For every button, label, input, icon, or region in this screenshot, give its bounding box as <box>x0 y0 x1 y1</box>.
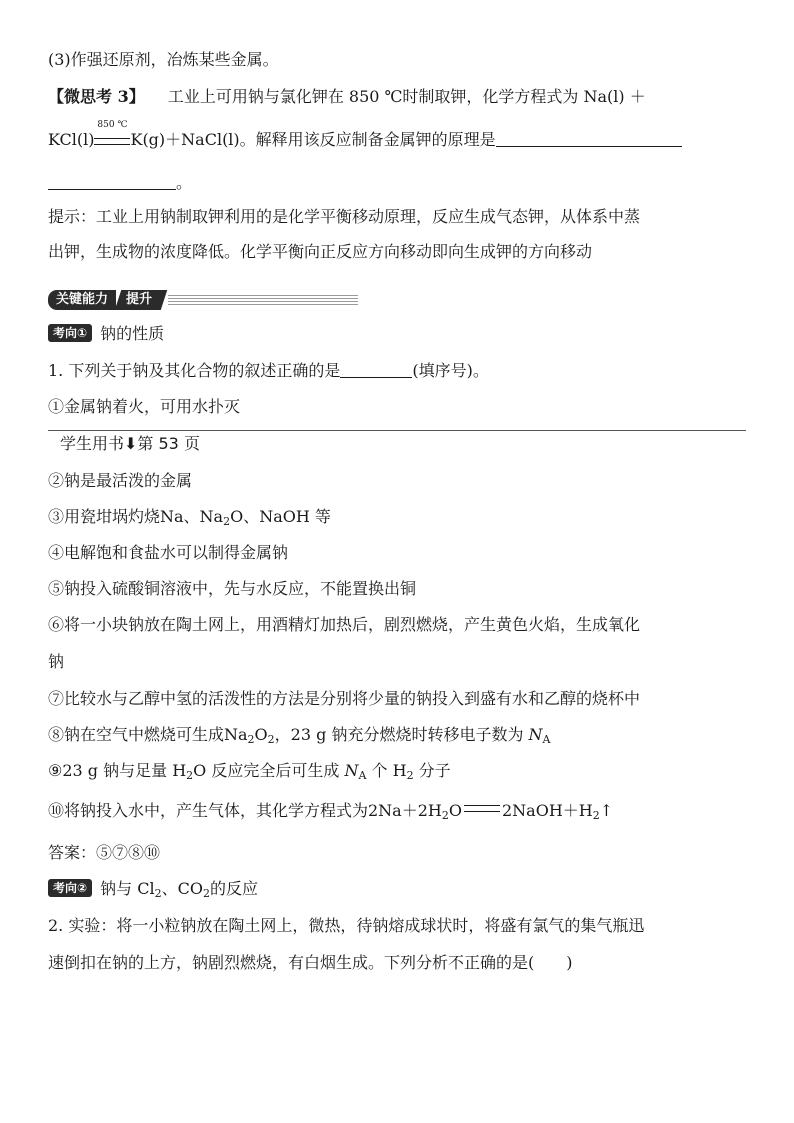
micro-think-text: 工业上可用钠与氯化钾在 850 ℃时制取钾，化学方程式为 Na(l) ＋ <box>167 87 646 106</box>
q1-option-8: ⑧钠在空气中燃烧可生成$Na_2O_2$，23 g 钠充分燃烧时转移电子数为 $N_A$ <box>48 725 551 746</box>
line-reducing-agent: (3)作强还原剂，冶炼某些金属。 <box>48 50 279 69</box>
section2-tag: 考向② <box>48 879 92 897</box>
equation-line <box>48 120 682 151</box>
explain-prompt: 。解释用该反应制备金属钾的原理是 <box>239 130 496 149</box>
q1-option-6-line1: ⑥将一小块钠放在陶土网上，用酒精灯加热后，剧烈燃烧，产生黄色火焰，生成氧化 <box>48 615 641 634</box>
q1-answer-blank[interactable] <box>340 361 412 378</box>
reaction-condition <box>94 120 130 145</box>
banner-stripes <box>168 295 358 305</box>
condition-label: 850 ℃ <box>97 120 128 130</box>
micro-think-heading: 【微思考 3】 <box>48 87 145 106</box>
q1-option-7: ⑦比较水与乙醇中氢的活泼性的方法是分别将少量的钠投入到盛有水和乙醇的烧杯中 <box>48 689 641 708</box>
q1-stem: 1. 下列关于钠及其化合物的叙述正确的是 (填序号)。 <box>48 361 489 380</box>
equals-sign <box>464 805 500 812</box>
micro-think-line <box>48 86 646 108</box>
banner-right: 提升 <box>115 290 168 310</box>
answer-blank-2[interactable] <box>48 173 176 190</box>
key-ability-banner <box>48 290 358 310</box>
answer-blank-1[interactable] <box>496 130 682 147</box>
products-text: K(g)＋NaCl(l) <box>130 130 240 149</box>
hint-line-2: 出钾，生成物的浓度降低。化学平衡向正反应方向移动即向生成钾的方向移动 <box>48 242 593 261</box>
q1-option-6-line2: 钠 <box>48 652 65 671</box>
banner-left: 关键能力 <box>48 290 116 310</box>
q2-line-1: 2. 实验：将一小粒钠放在陶土网上，微热，待钠熔成球状时，将盛有氯气的集气瓶迅 <box>48 916 645 935</box>
page-divider <box>48 430 746 431</box>
section1-tag: 考向① <box>48 324 92 342</box>
section1-title: 钠的性质 <box>100 324 165 343</box>
q1-option-1: ①金属钠着火，可用水扑灭 <box>48 397 241 416</box>
section2-heading: 考向② 钠与 $Cl_2$、$CO_2$的反应 <box>48 878 258 900</box>
q1-option-2: ②钠是最活泼的金属 <box>48 471 193 490</box>
kcl-text: KCl(l) <box>48 130 95 149</box>
q1-option-9: ⑨23 g 钠与足量 $H_2O$ 反应完全后可生成 $N_A$ 个 $H_2$ 分子 <box>48 761 451 782</box>
q1-option-5: ⑤钠投入硫酸铜溶液中，先与水反应，不能置换出铜 <box>48 579 417 598</box>
hint-line-1: 提示：工业上用钠制取钾利用的是化学平衡移动原理，反应生成气态钾，从体系中蒸 <box>48 207 641 226</box>
page-reference: 学生用书⬇第 53 页 <box>60 434 200 453</box>
q1-option-10: ⑩将钠投入水中，产生气体，其化学方程式为$2Na+2H_2O$ $2NaOH+H_2↑$ <box>48 801 614 822</box>
section1-heading <box>48 323 164 345</box>
q2-line-2: 速倒扣在钠的上方，钠剧烈燃烧，有白烟生成。下列分析不正确的是( ) <box>48 953 573 972</box>
period: 。 <box>176 173 193 192</box>
q1-answer: 答案：⑤⑦⑧⑩ <box>48 843 161 862</box>
q1-option-3: ③用瓷坩埚灼烧Na、$Na_2O$、NaOH 等 <box>48 507 331 528</box>
blank-continuation-line <box>48 172 192 194</box>
q1-option-4: ④电解饱和食盐水可以制得金属钠 <box>48 543 289 562</box>
